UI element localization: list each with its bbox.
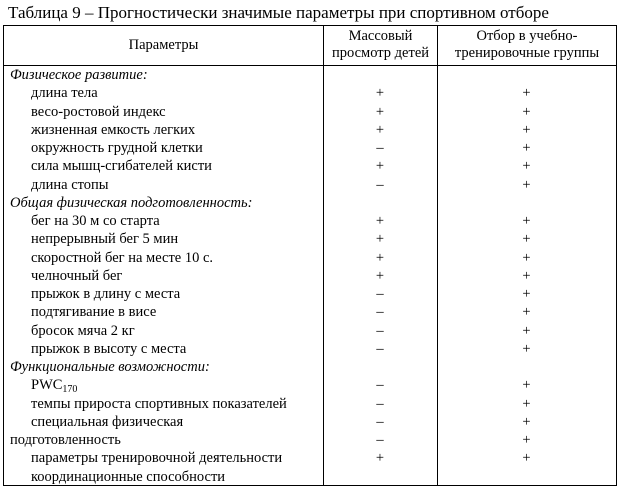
select-value: + — [522, 267, 531, 284]
table-header — [4, 26, 616, 66]
parameter-label: подтягивание в висе — [31, 304, 157, 321]
table-row — [4, 176, 616, 194]
section-row — [4, 66, 616, 84]
mass-value: – — [376, 395, 384, 412]
table-row — [4, 303, 616, 321]
table-row — [4, 413, 616, 431]
mass-value: + — [375, 213, 385, 229]
parameter-label: координационные способности — [31, 468, 226, 485]
select-value: + — [522, 286, 531, 302]
parameter-label: весо-ростовой индекс — [31, 103, 166, 120]
parameter-label: специальная физическая — [31, 413, 184, 430]
select-value: + — [522, 304, 531, 321]
mass-value: – — [376, 377, 384, 394]
header-select-line1: Отбор в учебно- — [476, 28, 578, 44]
table-row — [4, 285, 616, 303]
mass-value: – — [376, 432, 384, 448]
mass-value: + — [375, 85, 385, 102]
table-row — [4, 322, 616, 340]
select-value: + — [522, 322, 531, 339]
table-caption: Таблица 9 – Прогностически значимые параметры при спортивном отборе — [8, 3, 549, 22]
header-mass-line2: просмотр детей — [331, 45, 430, 61]
parameter-label: темпы прироста спортивных показателей — [31, 395, 287, 412]
table-row — [4, 376, 616, 394]
select-value: + — [522, 249, 531, 266]
table-row — [4, 395, 616, 413]
section-title: Функциональные возможности: — [10, 359, 210, 375]
pwc-label: PWC — [31, 377, 63, 394]
parameter-label: прыжок в высоту с места — [31, 340, 187, 357]
header-group-selection — [437, 26, 616, 65]
mass-value: – — [376, 286, 384, 302]
header-mass-screening — [323, 26, 437, 65]
mass-value: – — [376, 140, 384, 156]
section-title: Физическое развитие: — [10, 67, 148, 83]
select-value: + — [522, 85, 531, 102]
table-row — [4, 249, 616, 267]
select-value: + — [522, 395, 531, 412]
select-value: + — [522, 231, 531, 248]
mass-value: + — [375, 231, 385, 248]
mass-value: + — [375, 158, 385, 175]
parameter-label: скоростной бег на месте 10 с. — [31, 249, 214, 266]
select-value: + — [522, 103, 531, 120]
mass-value: – — [376, 176, 384, 193]
mass-value: + — [375, 450, 385, 467]
table-row — [4, 139, 616, 157]
parameter-label: окружность грудной клетки — [31, 140, 203, 156]
table-row — [4, 157, 616, 175]
pwc-subscript: 170 — [62, 384, 78, 396]
select-value: + — [522, 213, 531, 229]
mass-value: + — [375, 121, 385, 138]
table-row — [4, 340, 616, 358]
parameter-label: челночный бег — [31, 267, 123, 284]
table-row — [4, 431, 616, 449]
select-value: + — [522, 377, 531, 394]
section-row — [4, 194, 616, 212]
header-select-line2: тренировочные группы — [454, 45, 600, 61]
parameter-label: параметры тренировочной деятельности — [31, 450, 283, 467]
parameter-label: жизненная емкость легких — [31, 121, 196, 138]
table-row — [4, 103, 616, 121]
parameter-label: длина стопы — [31, 176, 109, 193]
select-value: + — [522, 432, 531, 448]
header-parameters: Параметры — [128, 37, 199, 53]
table-row — [4, 84, 616, 102]
mass-value: – — [376, 413, 384, 430]
parameter-label: непрерывный бег 5 мин — [31, 231, 179, 248]
parameter-label: сила мышц-сгибателей кисти — [31, 158, 212, 175]
table-row — [4, 212, 616, 230]
header-mass-line1: Массовый — [348, 28, 413, 44]
select-value: + — [522, 140, 531, 156]
section-row — [4, 358, 616, 376]
table-row — [4, 449, 616, 467]
table-row — [4, 230, 616, 248]
mass-value: – — [376, 304, 384, 321]
parameter-label: длина тела — [31, 85, 98, 102]
parameter-label: подготовленность — [10, 432, 121, 448]
mass-value: + — [375, 267, 385, 284]
select-value: + — [522, 340, 531, 357]
parameters-table — [3, 25, 617, 486]
mass-value: – — [376, 340, 384, 357]
table-row — [4, 121, 616, 139]
parameter-label: прыжок в длину с места — [31, 286, 181, 302]
select-value: + — [522, 158, 531, 175]
mass-value: + — [375, 103, 385, 120]
table-row — [4, 468, 616, 486]
section-title: Общая физическая подготовленность: — [10, 194, 253, 211]
mass-value: – — [376, 322, 384, 339]
parameter-label — [31, 376, 77, 394]
table-row — [4, 267, 616, 285]
mass-value: + — [375, 249, 385, 266]
parameter-label: бросок мяча 2 кг — [31, 322, 135, 339]
parameter-label: бег на 30 м со старта — [31, 213, 160, 229]
select-value: + — [522, 121, 531, 138]
table-body — [4, 66, 616, 486]
select-value: + — [522, 450, 531, 467]
select-value: + — [522, 413, 531, 430]
select-value: + — [522, 176, 531, 193]
